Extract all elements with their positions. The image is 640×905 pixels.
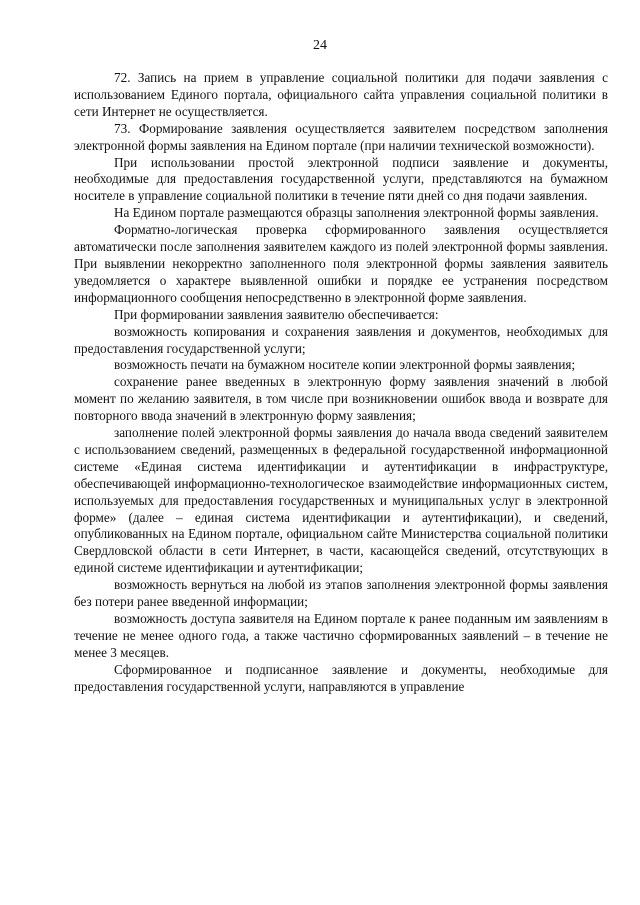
list-item-access: возможность доступа заявителя на Едином портале к ранее поданным им заявлениям в течение не менее одного года, а также частично сформированных заявлений – в течение не менее 3 месяцев. bbox=[74, 611, 608, 660]
list-item-prefill: заполнение полей электронной формы заявления до начала ввода сведений заявителем с использованием сведений, размещенных в федеральной государственной информационной системе «Единая система идентификации и аутентификации в инфраструктуре, обеспечивающей информационно-технологическое взаимодействие информационных систем, используемых для предоставления государственных и муниципальных услуг в электронной форме» (далее – единая система идентификации и аутентификации), и сведений, опубликованных на Едином портале, официальном сайте Министерства социальной политики Свердловской области в сети Интернет, в части, касающейся сведений, отсутствующих в единой системе идентификации и аутентификации; bbox=[74, 425, 608, 576]
paragraph-submission: Сформированное и подписанное заявление и документы, необходимые для предоставления государственной услуги, направляются в управление bbox=[74, 661, 608, 694]
paragraph-72: 72. Запись на прием в управление социальной политики для подачи заявления с использованием Единого портала, официального сайта управления социальной политики в сети Интернет не осуществляется. bbox=[74, 70, 608, 119]
document-body bbox=[74, 70, 608, 696]
paragraph-form-samples: На Едином портале размещаются образцы заполнения электронной формы заявления. bbox=[114, 205, 599, 221]
list-item-return: возможность вернуться на любой из этапов заполнения электронной формы заявления без потери ранее введенной информации; bbox=[74, 577, 608, 610]
list-item-copying: возможность копирования и сохранения заявления и документов, необходимых для предоставления государственной услуги; bbox=[74, 323, 608, 356]
page-number: 24 bbox=[313, 38, 327, 53]
paragraph-list-intro: При формировании заявления заявителю обеспечивается: bbox=[114, 306, 439, 322]
paragraph-format-check: Форматно-логическая проверка сформированного заявления осуществляется автоматически после заполнения заявителем каждого из полей электронной формы заявления. При выявлении некорректно заполненного поля электронной формы заявления заявитель уведомляется о характере выявленной ошибки и порядке ее устранения посредством информационного сообщения непосредственно в электронной форме заявления. bbox=[74, 222, 608, 305]
list-item-saving: сохранение ранее введенных в электронную форму заявления значений в любой момент по желанию заявителя, в том числе при возникновении ошибок ввода и возврате для повторного ввода значений в электронную форму заявления; bbox=[74, 374, 608, 424]
paragraph-73: 73. Формирование заявления осуществляется заявителем посредством заполнения электронной формы заявления на Едином портале (при наличии технической возможности). bbox=[74, 120, 608, 153]
list-item-printing: возможность печати на бумажном носителе копии электронной формы заявления; bbox=[114, 357, 576, 373]
paragraph-simple-signature: При использовании простой электронной подписи заявление и документы, необходимые для предоставления государственной услуги, представляются на бумажном носителе в управление социальной политики в течение пяти дней со дня подачи заявления. bbox=[74, 154, 608, 204]
